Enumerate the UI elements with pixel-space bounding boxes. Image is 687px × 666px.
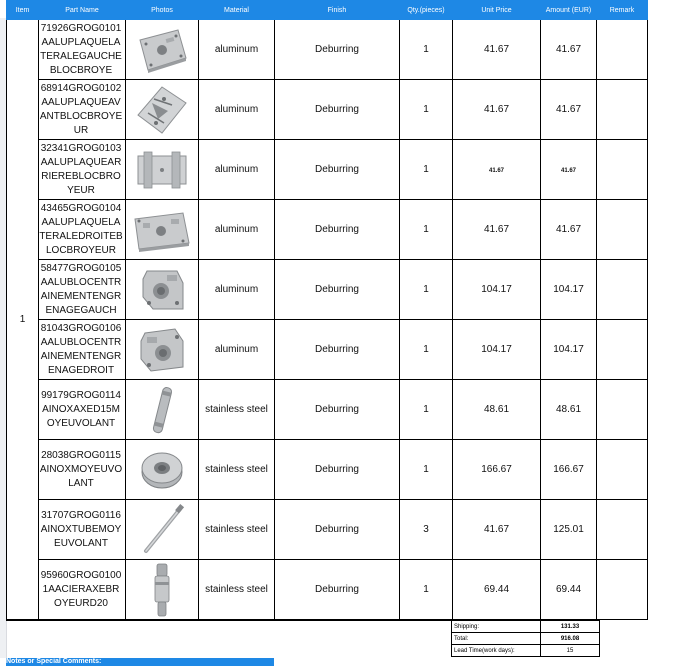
- photo-cell: [126, 440, 199, 500]
- quantity: 1: [400, 380, 453, 440]
- table-row: [7, 80, 648, 140]
- remark: [597, 320, 648, 380]
- amount: 41.67: [541, 200, 597, 260]
- finish: Deburring: [275, 260, 400, 320]
- header-remark: Remark: [597, 1, 648, 20]
- material: aluminum: [199, 260, 275, 320]
- axle-part-icon: [142, 383, 182, 437]
- table-row: [7, 140, 648, 200]
- unit-price: 104.17: [453, 260, 541, 320]
- finish: Deburring: [275, 80, 400, 140]
- remark: [597, 560, 648, 620]
- lead-time-row: [452, 645, 600, 657]
- finish: Deburring: [275, 500, 400, 560]
- unit-price: 41.67: [453, 140, 541, 200]
- quantity: 1: [400, 200, 453, 260]
- total-value: 916.08: [541, 633, 600, 645]
- quantity: 1: [400, 260, 453, 320]
- part-name-cell: [39, 200, 126, 260]
- material: stainless steel: [199, 380, 275, 440]
- remark: [597, 140, 648, 200]
- material: aluminum: [199, 80, 275, 140]
- finish: Deburring: [275, 440, 400, 500]
- material: stainless steel: [199, 500, 275, 560]
- part-name: 43465GROG0104AALUPLAQUELATERALEDROITEBLOCBROYEUR: [39, 202, 123, 256]
- shipping-value: 131.33: [541, 621, 600, 633]
- finish: Deburring: [275, 20, 400, 80]
- finish: Deburring: [275, 380, 400, 440]
- header-row: [7, 1, 648, 20]
- material: stainless steel: [199, 560, 275, 620]
- part-name: 99179GROG0114AINOXAXED15MOYEUVOLANT: [41, 389, 121, 429]
- quantity: 3: [400, 500, 453, 560]
- part-name-cell: [39, 500, 126, 560]
- amount: 125.01: [541, 500, 597, 560]
- total-label: Total:: [452, 633, 541, 645]
- shaft-part-icon: [147, 562, 177, 618]
- unit-price: 41.67: [453, 80, 541, 140]
- shipping-row: [452, 621, 600, 633]
- table-row: [7, 20, 648, 80]
- part-name: 68914GROG0102AALUPLAQUEAVANTBLOCBROYEUR: [39, 82, 123, 136]
- tube-part-icon: [136, 503, 188, 557]
- part-name: 28038GROG0115AINOXMOYEUVOLANT: [39, 449, 123, 489]
- table-row: [7, 560, 648, 620]
- header-finish: Finish: [275, 1, 400, 20]
- unit-price: 41.67: [453, 20, 541, 80]
- notes-banner: Notes or Special Comments:: [6, 658, 274, 666]
- remark: [597, 500, 648, 560]
- material: aluminum: [199, 140, 275, 200]
- unit-price: 41.67: [453, 500, 541, 560]
- quantity: 1: [400, 320, 453, 380]
- unit-price: 166.67: [453, 440, 541, 500]
- part-name-cell: [39, 260, 126, 320]
- shipping-label: Shipping:: [452, 621, 541, 633]
- remark: [597, 20, 648, 80]
- part-name-cell: [39, 80, 126, 140]
- part-name: 71926GROG0101AALUPLAQUELATERALEGAUCHEBLOCBROYE: [40, 22, 122, 76]
- remark: [597, 80, 648, 140]
- block-part-icon: [137, 325, 187, 375]
- header-photos: Photos: [126, 1, 199, 20]
- table-bottom-rule: [6, 620, 451, 621]
- finish: Deburring: [275, 140, 400, 200]
- part-name: 58477GROG0105AALUBLOCENTRAINEMENTENGRENAGEGAUCH: [40, 262, 122, 316]
- material: aluminum: [199, 200, 275, 260]
- plate-part-icon: [134, 26, 190, 74]
- amount: 41.67: [541, 140, 597, 200]
- table-row: [7, 380, 648, 440]
- part-name: 31707GROG0116AINOXTUBEMOYEUVOLANT: [40, 509, 122, 549]
- quantity: 1: [400, 140, 453, 200]
- material: aluminum: [199, 320, 275, 380]
- quantity: 1: [400, 560, 453, 620]
- amount: 41.67: [541, 20, 597, 80]
- photo-cell: [126, 320, 199, 380]
- unit-price: 41.67: [453, 200, 541, 260]
- quantity: 1: [400, 440, 453, 500]
- finish: Deburring: [275, 560, 400, 620]
- table-row: [7, 320, 648, 380]
- amount: 104.17: [541, 320, 597, 380]
- block-part-icon: [137, 265, 187, 315]
- amount: 104.17: [541, 260, 597, 320]
- part-name-cell: [39, 440, 126, 500]
- header-unit-price: Unit Price: [453, 1, 541, 20]
- material: stainless steel: [199, 440, 275, 500]
- amount: 166.67: [541, 440, 597, 500]
- header-amount: Amount (EUR): [541, 1, 597, 20]
- remark: [597, 440, 648, 500]
- photo-cell: [126, 500, 199, 560]
- photo-cell: [126, 140, 199, 200]
- photo-cell: [126, 80, 199, 140]
- table-row: [7, 200, 648, 260]
- table-row: [7, 440, 648, 500]
- part-name: 32341GROG0103AALUPLAQUEARRIEREBLOCBROYEUR: [40, 142, 122, 196]
- quantity: 1: [400, 20, 453, 80]
- finish: Deburring: [275, 320, 400, 380]
- header-qty: Qty.(pieces): [400, 1, 453, 20]
- amount: 41.67: [541, 80, 597, 140]
- photo-cell: [126, 20, 199, 80]
- header-item: Item: [7, 1, 39, 20]
- quantity: 1: [400, 80, 453, 140]
- rear-plate-part-icon: [132, 148, 192, 192]
- photo-cell: [126, 260, 199, 320]
- part-name-cell: [39, 380, 126, 440]
- amount: 48.61: [541, 380, 597, 440]
- item-number: 1: [7, 20, 39, 620]
- part-name: 95960GROG01001AACIERAXEBROYEURD20: [40, 569, 122, 609]
- remark: [597, 200, 648, 260]
- angled-plate-part-icon: [134, 85, 190, 135]
- photo-cell: [126, 200, 199, 260]
- total-row: [452, 633, 600, 645]
- photo-cell: [126, 560, 199, 620]
- part-name-cell: [39, 20, 126, 80]
- part-name-cell: [39, 320, 126, 380]
- part-name-cell: [39, 560, 126, 620]
- photo-cell: [126, 380, 199, 440]
- unit-price: 48.61: [453, 380, 541, 440]
- header-part-name: Part Name: [39, 1, 126, 20]
- totals-table: [451, 620, 600, 657]
- lead-time-label: Lead Time(work days):: [452, 645, 541, 657]
- part-name-cell: [39, 140, 126, 200]
- remark: [597, 380, 648, 440]
- finish: Deburring: [275, 200, 400, 260]
- lead-time-value: 15: [541, 645, 600, 657]
- unit-price: 104.17: [453, 320, 541, 380]
- quotation-table: [6, 0, 648, 620]
- amount: 69.44: [541, 560, 597, 620]
- hub-part-icon: [137, 448, 187, 492]
- remark: [597, 260, 648, 320]
- part-name: 81043GROG0106AALUBLOCENTRAINEMENTENGRENAGEDROIT: [40, 322, 122, 376]
- unit-price: 69.44: [453, 560, 541, 620]
- header-material: Material: [199, 1, 275, 20]
- table-row: [7, 260, 648, 320]
- plate-part-icon: [131, 207, 193, 253]
- table-row: [7, 500, 648, 560]
- material: aluminum: [199, 20, 275, 80]
